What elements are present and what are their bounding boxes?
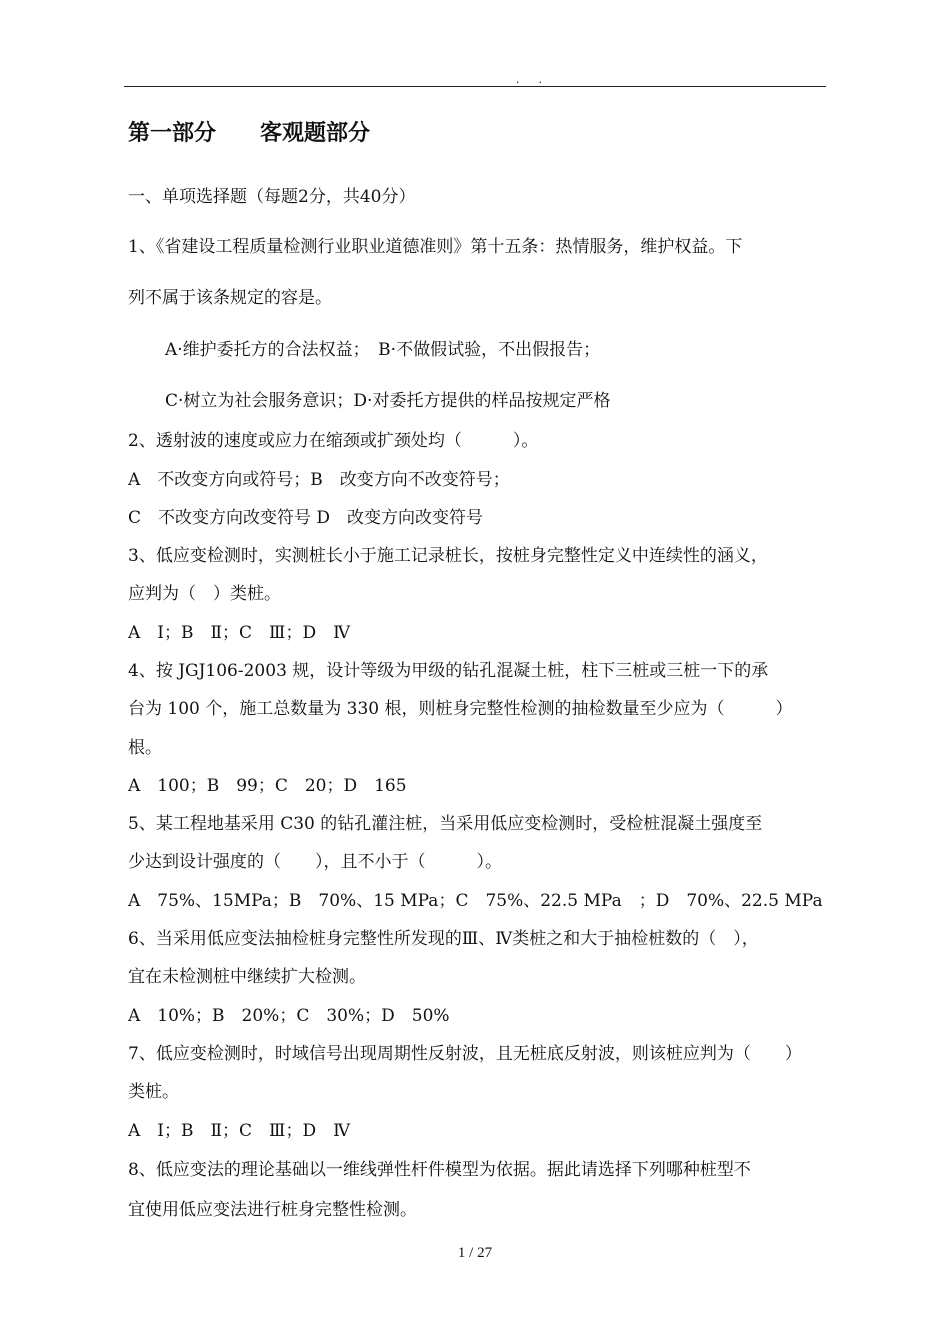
q3-options: A Ⅰ；B Ⅱ；C Ⅲ；D Ⅳ — [128, 623, 351, 643]
q7-line-1: 7、低应变检测时，时域信号出现周期性反射波，且无桩底反射波，则该桩应判为（ ） — [128, 1044, 802, 1064]
q6-options: A 10%；B 20%；C 30%；D 50% — [128, 1006, 450, 1026]
q4-line-1: 4、按 JGJ106-2003 规，设计等级为甲级的钻孔混凝土桩，柱下三桩或三桩一下的承 — [128, 661, 769, 681]
section-heading: 一、单项选择题（每题2分，共40分） — [128, 187, 416, 207]
q2-options-ab: A 不改变方向或符号；B 改变方向不改变符号； — [128, 470, 510, 490]
q6-line-1: 6、当采用低应变法抽检桩身完整性所发现的Ⅲ、Ⅳ类桩之和大于抽检桩数的（ ）， — [128, 929, 759, 949]
q5-line-2: 少达到设计强度的（ ），且不小于（ ）。 — [128, 852, 502, 872]
q2-stem: 2、透射波的速度或应力在缩颈或扩颈处均（ ）。 — [128, 431, 539, 451]
header-rule — [124, 86, 826, 87]
q2-options-cd: C 不改变方向改变符号 D 改变方向改变符号 — [128, 508, 484, 528]
q8-line-2: 宜使用低应变法进行桩身完整性检测。 — [128, 1200, 417, 1220]
q1-options-cd: C·树立为社会服务意识；D·对委托方提供的样品按规定严格 — [165, 391, 611, 411]
q4-line-3: 根。 — [128, 738, 162, 758]
q7-line-2: 类桩。 — [128, 1082, 179, 1102]
page-title: 第一部分 客观题部分 — [128, 120, 371, 146]
q8-line-1: 8、低应变法的理论基础以一维线弹性杆件模型为依据。据此请选择下列哪种桩型不 — [128, 1160, 751, 1180]
q1-line-2: 列不属于该条规定的容是。 — [128, 288, 332, 308]
header-dots: . . — [516, 72, 551, 86]
q7-options: A Ⅰ；B Ⅱ；C Ⅲ；D Ⅳ — [128, 1121, 351, 1141]
q1-options-ab: A·维护委托方的合法权益； B·不做假试验，不出假报告； — [165, 340, 601, 360]
q4-options: A 100；B 99；C 20；D 165 — [128, 776, 407, 796]
q4-line-2: 台为 100 个，施工总数量为 330 根，则桩身完整性检测的抽检数量至少应为（ ） — [128, 699, 793, 719]
q5-line-1: 5、某工程地基采用 C30 的钻孔灌注桩，当采用低应变检测时，受检桩混凝土强度至 — [128, 814, 763, 834]
q3-line-1: 3、低应变检测时，实测桩长小于施工记录桩长，按桩身完整性定义中连续性的涵义， — [128, 546, 768, 566]
page-number: 1 / 27 — [457, 1245, 493, 1261]
q1-line-1: 1、《省建设工程质量检测行业职业道德准则》第十五条：热情服务，维护权益。下 — [128, 237, 743, 257]
q5-options: A 75%、15MPa；B 70%、15 MPa；C 75%、22.5 MPa ；D 70%、22.5 MPa — [128, 891, 823, 911]
q6-line-2: 宜在未检测桩中继续扩大检测。 — [128, 967, 366, 987]
q3-line-2: 应判为（ ）类桩。 — [128, 584, 281, 604]
